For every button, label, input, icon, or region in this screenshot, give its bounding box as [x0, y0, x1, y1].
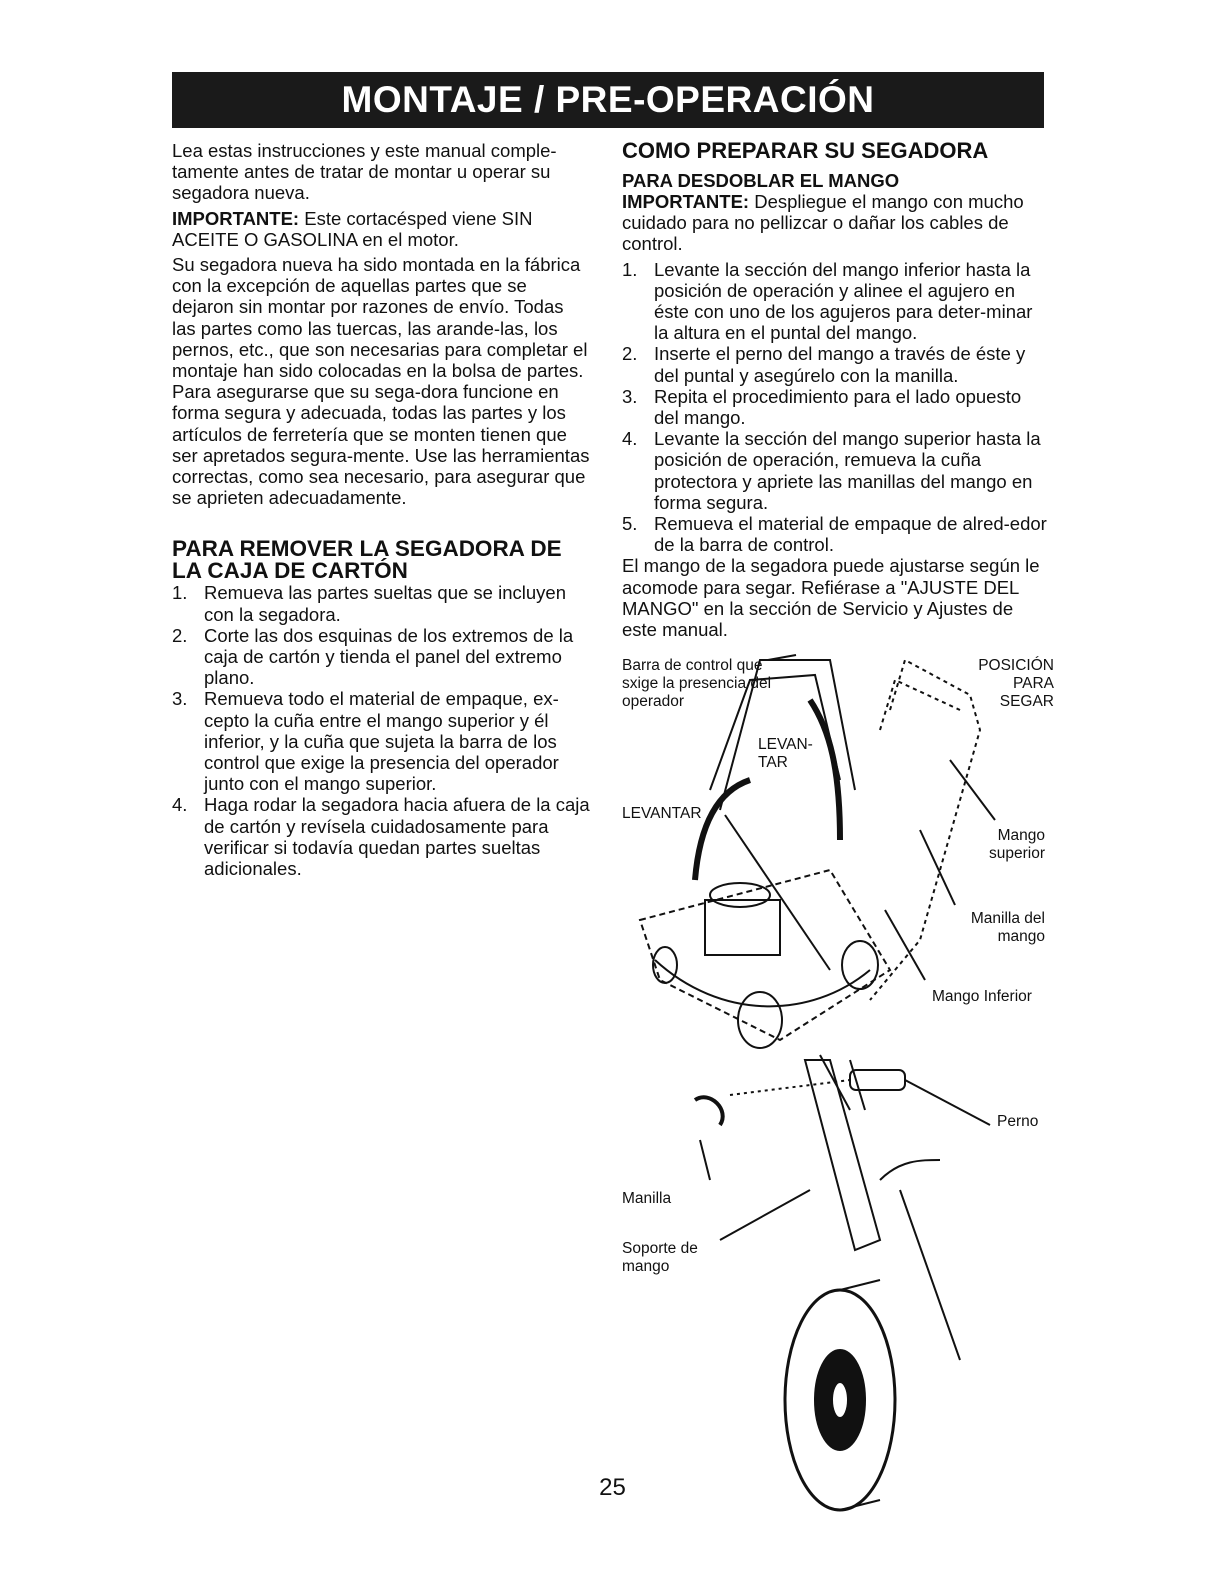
step-text: Corte las dos esquinas de los extremos de la caja de cartón y tienda el panel del extremo plano. [204, 624, 574, 689]
list-item [622, 386, 1047, 428]
label-knob: Manilla [622, 1190, 672, 1207]
step-number: 4. [172, 794, 188, 816]
list-item [622, 343, 1047, 385]
label-lower-handle: Mango Inferior [932, 988, 1032, 1005]
important-label: IMPORTANTE: [622, 191, 750, 212]
list-item [172, 582, 592, 624]
step-number: 1. [622, 258, 638, 280]
step-number: 2. [622, 343, 638, 365]
intro-paragraph: Lea estas instrucciones y este manual comple-tamente antes de tratar de montar u operar su segadora nueva. [172, 140, 557, 204]
assembly-paragraph: Su segadora nueva ha sido montada en la fábrica con la excepción de aquellas partes que se dejaron sin montar por razones de envío. Todas las partes como las tuercas, las arande-las, los pernos, etc., que son necesarias para completar el montaje han sido colocadas en la bolsa de partes. Para asegurarse que su sega-dora funcione en forma segura y adecuada, todas las partes y los artículos de ferretería que se monten tienen que ser apretados segura-mente. Use las herramientas correctas, como sea necesario, para asegurar que se aprieten adecuadamente. [172, 254, 590, 509]
remove-steps [172, 582, 592, 879]
list-item [172, 688, 592, 794]
handle-bracket [805, 1060, 880, 1250]
page-title: MONTAJE / PRE-OPERACIÓN [172, 72, 1044, 128]
step-number: 5. [622, 513, 638, 535]
step-text: Haga rodar la segadora hacia afuera de la caja de cartón y revísela cuidadosamente para verificar si todavía quedan partes sueltas adicionales. [204, 794, 590, 880]
mower-drawing [600, 640, 1060, 1540]
label-bolt: Perno [997, 1113, 1039, 1130]
step-text: Levante la sección del mango inferior hasta la posición de operación y alinee el agujero en éste con uno de los agujeros para deter-minar la altura en el puntal del mango. [654, 258, 1033, 344]
step-text: Remueva las partes sueltas que se incluyen con la segadora. [204, 582, 566, 625]
label-handle-bracket: Soporte de mango [622, 1240, 698, 1275]
subsection-title-unfold: PARA DESDOBLAR EL MANGO [622, 170, 900, 191]
step-text: Repita el procedimiento para el lado opuesto del mango. [654, 385, 1022, 429]
step-text: Remueva todo el material de empaque, ex-cepto la cuña entre el mango superior y él inferior, y la cuña que sujeta la barra de los control que exige la presencia del operador junto con el mango superior. [204, 688, 559, 795]
step-text: Levante la sección del mango superior hasta la posición de operación, remueva la cuña protectora y apriete las manillas del mango en forma segura. [654, 428, 1041, 513]
label-lift: LEVANTAR [622, 805, 702, 822]
label-handle-knob: Manilla del mango [970, 910, 1045, 945]
important-label: IMPORTANTE: [172, 207, 300, 229]
important-text: Despliegue el mango con mucho cuidado para no pellizcar o dañar los cables de control. [622, 191, 1024, 255]
important-note [172, 208, 592, 250]
section-title-prepare: COMO PREPARAR SU SEGADORA [622, 138, 989, 163]
label-upper-handle: Mango superior [989, 827, 1045, 862]
mower-handle-illustration [600, 640, 1060, 1540]
left-column [172, 140, 592, 879]
list-item [622, 513, 1047, 555]
upper-handle-operating [870, 660, 980, 1000]
knob [695, 1097, 723, 1125]
label-mowing-position: POSICIÓN PARA SEGAR [978, 657, 1054, 710]
important-note [622, 191, 1047, 255]
step-number: 1. [172, 582, 188, 604]
step-number: 3. [172, 688, 188, 710]
rear-wheel [842, 941, 878, 989]
list-item [622, 428, 1047, 513]
step-text: Inserte el perno del mango a través de éste y del puntal y asegúrelo con la manilla. [654, 343, 1026, 386]
spacer [172, 512, 592, 538]
page-number: 25 [599, 1474, 626, 1501]
closing-paragraph: El mango de la segadora puede ajustarse según le acomode para segar. Refiérase a "AJUSTE DEL MANGO" en la sección de Servicio y Ajustes de este manual. [622, 555, 1040, 641]
label-lift-upper: LEVAN-TAR [758, 736, 813, 771]
step-text: Remueva el material de empaque de alred-edor de la barra de control. [654, 513, 1047, 556]
step-number: 4. [622, 428, 638, 450]
list-item [172, 625, 592, 689]
right-column [622, 140, 1047, 644]
label-control-bar: Barra de control que sxige la presencia del operador [622, 657, 772, 710]
section-title-remove: PARA REMOVER LA SEGADORA DE LA CAJA DE CARTÓN [172, 536, 562, 584]
list-item [172, 794, 592, 879]
unfold-steps [622, 259, 1047, 556]
lift-arrow-left [695, 780, 750, 880]
important-text: Este cortacésped viene SIN ACEITE O GASOLINA en el motor. [172, 207, 533, 250]
list-item [622, 259, 1047, 344]
step-number: 2. [172, 624, 188, 646]
engine [705, 900, 780, 955]
step-number: 3. [622, 385, 638, 407]
front-wheel [738, 992, 782, 1048]
